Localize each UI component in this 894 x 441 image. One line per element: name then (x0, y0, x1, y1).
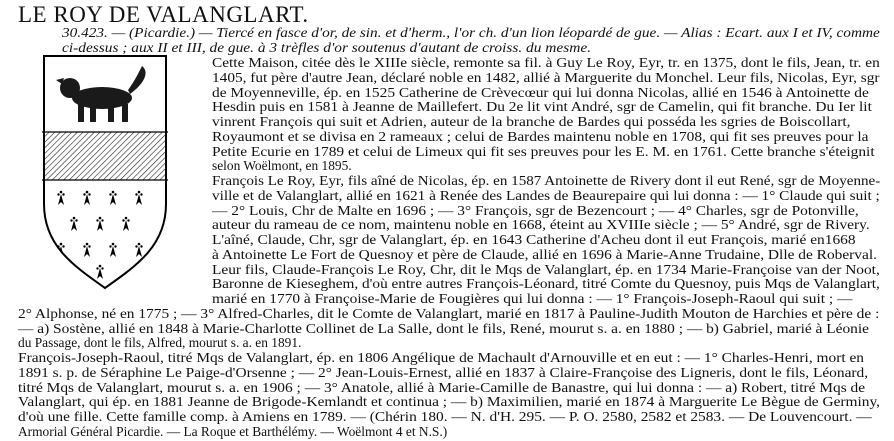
body-line: selon Woëlmont, en 1895. (212, 158, 352, 173)
body-line: Hesdin puis en 1581 à Jeanne de Maillefert. Du 2e lit vint André, sgr de Camelin, qui fit branche. Du Ier lit (212, 99, 872, 114)
body-line: 2° Alphonse, né en 1775 ; — 3° Alfred-Charles, dit le Comte de Valanglart, marié en 1817 à Pauline-Judith Mouton de Harchies et père de : (18, 306, 880, 321)
body-line: du Passage, dont le fils, Alfred, mourut s. a. en 1891. (18, 335, 302, 350)
body-line: Baronne de Kieseghem, d'où entre autres François-Léonard, titré Comte du Quesnoy, puis Mqs de Valanglart, (212, 276, 880, 291)
body-line: marié en 1770 à Françoise-Marie de Fougières qui lui donna : — 1° François-Joseph-Raoul qui suit ; — (212, 291, 853, 306)
body-line: titré Mqs de Valanglart, mourut s. a. en 1906 ; — 3° Anatole, allié à Marie-Camille de Banastre, qui lui donna : — a) Robert, titré Mqs de (18, 380, 866, 395)
body-line: ville et de Valanglart, allié en 1621 à Renée des Landes de Beaurepaire qui lui donna : — 1° Claude qui suit ; (212, 188, 880, 203)
body-line: 1405, fut père d'autre Jean, déclaré noble en 1482, allié à Marguerite du Monchel. Leur fils, Nicolas, Eyr, sgr (212, 70, 880, 85)
body-line: de Moyenneville, ép. en 1525 Catherine de Crèvecœur qui lui donna Nicolas, allié en 1546 à Antoinette de (212, 85, 869, 100)
body-line: Cette Maison, citée dès le XIIIe siècle, remonte sa fil. à Guy Le Roy, Eyr, tr. en 1375, dont le fils, Jean, tr. en (212, 55, 880, 70)
entry-title: LE ROY DE VALANGLART. (18, 2, 309, 27)
body-line: auteur du rameau de ce nom, maintenu noble en 1668, éteint au XVIIIe siècle ; — 5° André, sgr de Rivery. (212, 217, 870, 232)
body-line: — a) Sostène, allié en 1848 à Marie-Charlotte Collinet de La Salle, dont le fils, René, mourut s. a. en 1880 ; — b) Gabriel, marié à Léonie (18, 321, 869, 336)
body-line: Petite Ecurie en 1789 et celui de Limeux qui fit ses preuves pour les E. M. en 1761. Cette branche s'éteignit (212, 144, 875, 159)
body-line: vinrent François qui suit et Adrien, auteur de la branche de Bardes qui posséda les sgries de Boiscollart, (212, 114, 851, 129)
body-line: 1891 s. p. de Séraphine Le Paige-d'Orsenne ; — 2° Jean-Louis-Ernest, allié en 1837 à Claire-Françoise des Ligneris, dont le fils, Léonard, (18, 365, 869, 380)
blazon-line: 30.423. — (Picardie.) — Tiercé en fasce d'or, de sin. et d'herm., l'or ch. d'un lion léopardé de gue. — Alias : Ecart. aux I et IV, comme (62, 25, 880, 40)
body-line: à Antoinette Le Fort de Quesnoy et père de Claude, allié en 1696 à Marie-Anne Trudaine, Dlle de Roberval. (212, 247, 877, 262)
body-line: Royaumont et se divisa en 2 rameaux ; celui de Bardes maintenu noble en 1708, qui fit ses preuves pour la (212, 129, 869, 144)
body-line: Armorial Général Picardie. — La Roque et Barthélémy. — Woëlmont 4 et N.S.) (18, 424, 448, 439)
body-line: Valanglart, qui ép. en 1881 Jeanne de Brigode-Kemlandt et continua ; — b) Maximilien, marié en 1874 à Marguerite Le Bègue de Germiny, (18, 394, 881, 409)
body-line: Leur fils, Claude-François Le Roy, Chr, dit le Mqs de Valanglart, ép. en 1734 Marie-Françoise van der Noot, (212, 262, 880, 277)
body-line: François-Joseph-Raoul, titré Mqs de Valanglart, ép. en 1806 Angélique de Machault d'Arnouville et en eut : — 1° Charles-Henri, mort en (18, 350, 865, 365)
body-line: — 2° Louis, Chr de Malte en 1696 ; — 3° François, sgr de Bezencourt ; — 4° Charles, sgr de Potonville, (212, 203, 859, 218)
body-line: d'où une fille. Cette famille comp. à Amiens en 1789. — (Chérin 180. — N. d'H. 295. — P. O. 2580, 2582 et 2583. — De Louvencourt. — (18, 409, 872, 424)
coat-of-arms-icon (42, 54, 168, 295)
body-line: François Le Roy, Eyr, fils aîné de Nicolas, ép. en 1587 Antoinette de Rivery dont il eut René, sgr de Moyenne- (212, 173, 881, 188)
blazon-line: ci-dessus ; aux II et III, de gue. à 3 trèfles d'or soutenus d'autant de croiss. du mesme. (62, 40, 592, 55)
body-line: L'aîné, Claude, Chr, sgr de Valanglart, ép. en 1643 Catherine d'Acheu dont il eut François, marié en1668 (212, 232, 856, 247)
